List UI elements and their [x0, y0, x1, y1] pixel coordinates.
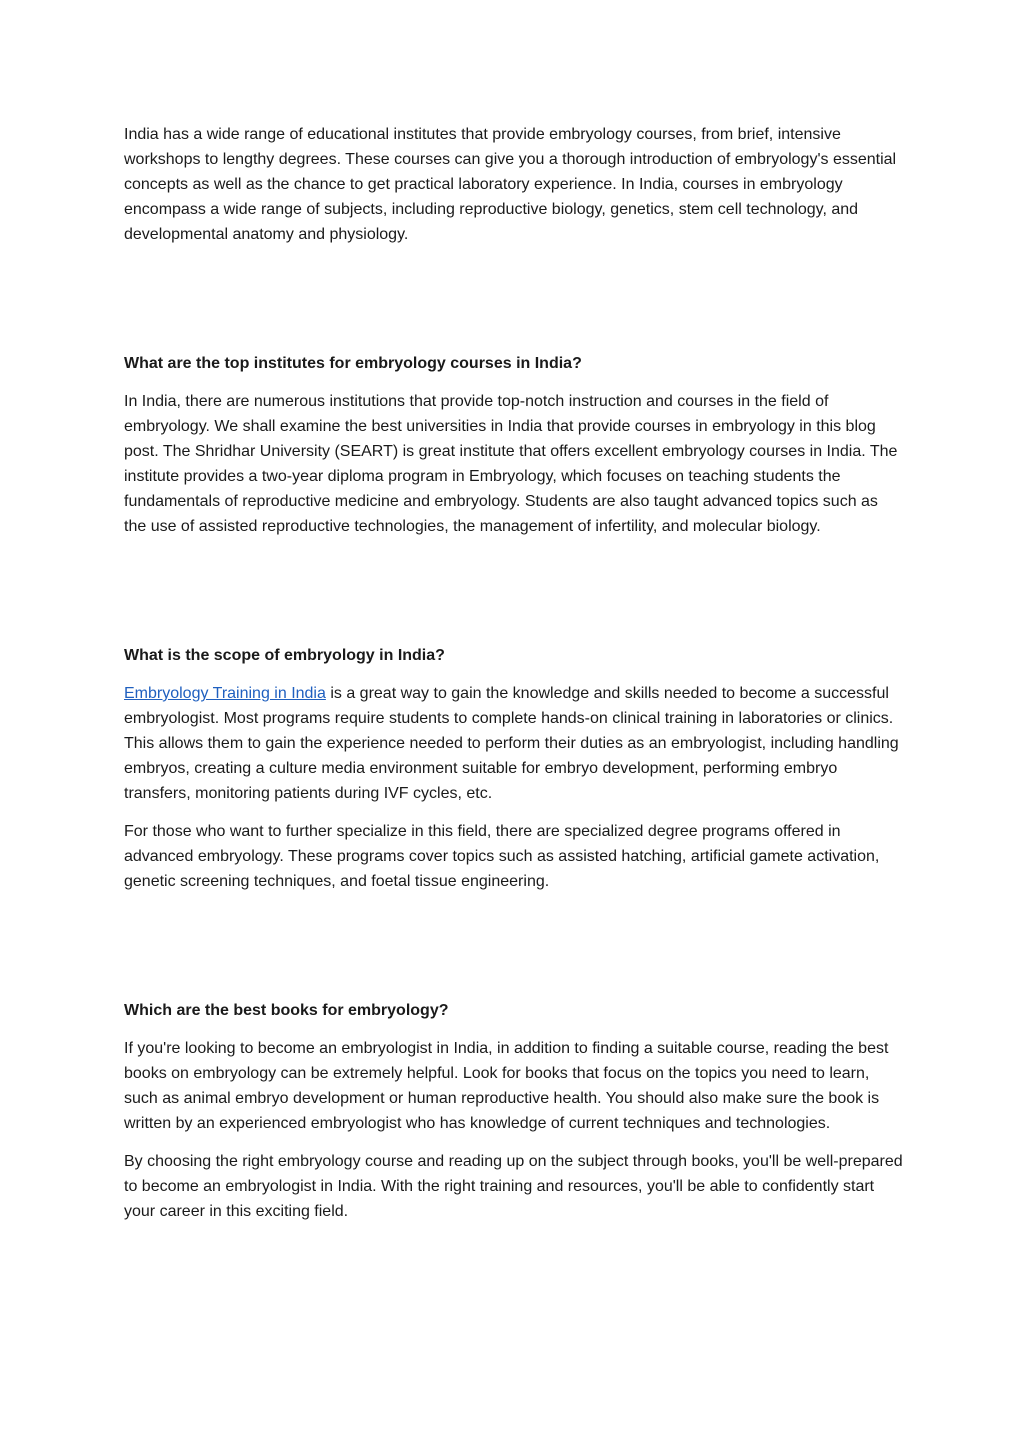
embryology-training-link[interactable]: Embryology Training in India	[124, 685, 326, 702]
paragraph-top-institutes: In India, there are numerous institutions that provide top-notch instruction and courses in the field of embryology. We shall examine the best universities in India that provide courses in embryology in this blog post. The Shridhar University (SEART) is great institute that offers excellent embryology courses in India. The institute provides a two-year diploma program in Embryology, which focuses on teaching students the fundamentals of reproductive medicine and embryology. Students are also taught advanced topics such as the use of assisted reproductive technologies, the management of infertility, and molecular biology.	[124, 393, 898, 535]
paragraph-scope-1-text: is a great way to gain the knowledge and skills needed to become a successful embryologist. Most programs require students to complete hands-on clinical training in laboratories or clinics. This allows them to gain the experience needed to perform their duties as an embryologist, including handling embryos, creating a culture media environment suitable for embryo development, performing embryo transfers, monitoring patients during IVF cycles, etc.	[124, 685, 899, 802]
document-body	[124, 122, 904, 1237]
section-spacer	[124, 552, 904, 643]
paragraph-scope-2: For those who want to further specialize in this field, there are specialized degree programs offered in advanced embryology. These programs cover topics such as assisted hatching, artificial gamete activation, genetic screening techniques, and foetal tissue engineering.	[124, 823, 880, 890]
section-spacer	[124, 907, 904, 998]
heading-scope: What is the scope of embryology in India?	[124, 647, 445, 664]
section-spacer	[124, 260, 904, 351]
paragraph-scope-1	[124, 681, 904, 806]
paragraph-books-2: By choosing the right embryology course and reading up on the subject through books, you'll be well-prepared to become an embryologist in India. With the right training and resources, you'll be able to confidently start your career in this exciting field.	[124, 1153, 903, 1220]
heading-best-books: Which are the best books for embryology?	[124, 1002, 449, 1019]
paragraph-books-1: If you're looking to become an embryologist in India, in addition to finding a suitable course, reading the best books on embryology can be extremely helpful. Look for books that focus on the topics you need to learn, such as animal embryo development or human reproductive health. You should also make sure the book is written by an experienced embryologist who has knowledge of current techniques and technologies.	[124, 1040, 889, 1132]
intro-paragraph: India has a wide range of educational institutes that provide embryology courses, from brief, intensive workshops to lengthy degrees. These courses can give you a thorough introduction of embryology's essential concepts as well as the chance to get practical laboratory experience. In India, courses in embryology encompass a wide range of subjects, including reproductive biology, genetics, stem cell technology, and developmental anatomy and physiology.	[124, 126, 897, 243]
heading-top-institutes: What are the top institutes for embryology courses in India?	[124, 355, 582, 372]
